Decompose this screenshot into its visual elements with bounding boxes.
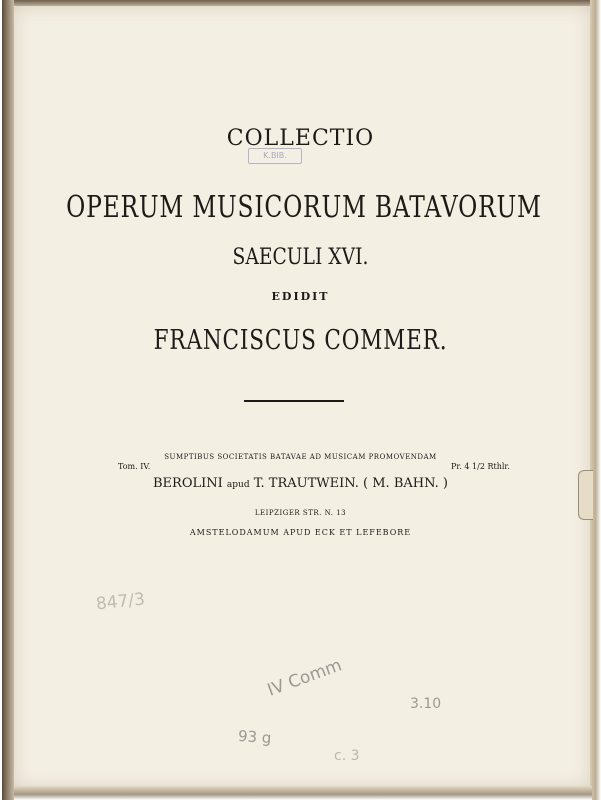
pencil-price: 3.10 — [410, 696, 442, 712]
publisher-apud: apud — [226, 480, 250, 490]
imprint-address: LEIPZIGER STR. N. 13 — [254, 509, 347, 517]
price-note: Pr. 4 1/2 Rthlr. — [451, 462, 510, 471]
publisher-city: BEROLINI — [153, 476, 223, 491]
publisher-name: T. TRAUTWEIN. ( M. BAHN. ) — [253, 476, 448, 491]
title-editor: FRANCISCUS COMMER. — [153, 325, 448, 356]
title-collectio: COLLECTIO — [226, 126, 375, 151]
page-edge-bottom — [14, 786, 592, 800]
title-edidit: EDIDIT — [271, 290, 330, 303]
pencil-number: 93 g — [237, 726, 272, 748]
page-edge-right — [590, 0, 601, 800]
divider-rule — [244, 400, 344, 402]
pencil-volume-note: IV Comm — [264, 655, 345, 701]
library-stamp: K.BIB. — [248, 148, 302, 164]
title-operum: OPERUM MUSICORUM BATAVORUM — [66, 190, 542, 225]
pencil-faint-note: c. 3 — [334, 748, 360, 764]
imprint-sponsor: SUMPTIBUS SOCIETATIS BATAVAE AD MUSICAM PROMOVENDAM — [164, 453, 437, 461]
imprint-amsterdam: AMSTELODAMUM APUD ECK ET LEFEBORE — [189, 528, 412, 537]
title-saeculi: SAECULI XVI. — [232, 245, 369, 270]
imprint-publisher — [0, 476, 601, 491]
pencil-shelfmark: 847/3 — [95, 589, 146, 615]
volume-note: Tom. IV. — [118, 462, 151, 471]
